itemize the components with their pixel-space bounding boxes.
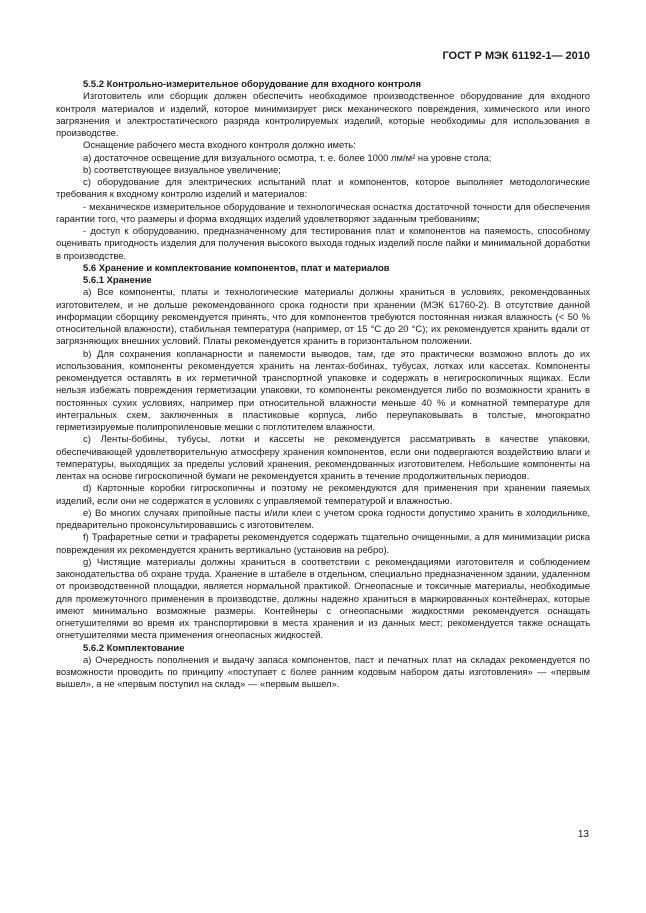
page-number: 13 — [577, 829, 589, 840]
section-heading: 5.6.1 Хранение — [83, 275, 152, 286]
body-paragraph: Изготовитель или сборщик должен обеспечить необходимое производственное оборудование для входного контроля материалов и изделий, которое минимизирует риск механического повреждения, химического или иного загрязнения и электростатического разряда контролируемых изделий, которые необходимы для использования в производстве. — [56, 91, 590, 139]
body-paragraph: b) Для сохранения копланарности и паяемости выводов, там, где это практически возможно вплоть до их использования, компоненты рекомендуется хранить на лентах-бобинах, тубусах, лотках или кассетах. Компоненты рекомендуется оставлять в их герметичной транспортной упаковке и содержать в негигроскопичных ящиках. Если нельзя избежать повреждения герметизации упаковки, то компоненты рекомендуется либо по возможности хранить в постоянных сухих условиях, например при относительной влажности меньше 40 % и комнатной температуре для интегральных схем, заключенных в пластиковые корпуса, либо переупаковывать в толстые, многократно герметизируемые полипропиленовые мешки с поглотителем влажности. — [56, 348, 590, 433]
section-heading: 5.5.2 Контрольно-измерительное оборудование для входного контроля — [83, 79, 421, 90]
document-body — [56, 79, 590, 692]
body-paragraph: b) соответствующее визуальное увеличение; — [83, 164, 281, 176]
body-paragraph: - доступ к оборудованию, предназначенному для тестирования плат и компонентов на паяемость, способному оценивать пригодность изделия для получения высокого выхода годных изделий после пайки и минимальной доработки в производстве. — [56, 226, 590, 262]
body-paragraph: Оснащение рабочего места входного контроля должно иметь: — [83, 140, 356, 152]
body-paragraph: d) Картонные коробки гигроскопичны и поэтому не рекомендуются для применения при хранении паяемых изделий, если они не содержатся в условиях с управляемой температурой и влажностью. — [56, 483, 590, 507]
body-paragraph: g) Чистящие материалы должны храниться в соответствии с рекомендациями изготовителя и соблюдением законодательства об охране труда. Хранение в штабеле в отдельном, специально предназначенном здании, удаленном от производственной площадки, является нормальной практикой. Огнеопасные и токсичные материалы, необходимые для промежуточного применения в производстве, должны надежно храниться в маркированных контейнерах, которые имеют минимально возможные размеры. Контейнеры с огнеопасными жидкостями рекомендуется оснащать огнетушителями во время их транспортировки в места хранения и из данных мест; рекомендуется также оснащать огнетушителями места применения огнеопасных жидкостей. — [56, 556, 590, 642]
body-paragraph: - механическое измерительное оборудование и технологическая оснастка достаточной точности для обеспечения гарантии того, что размеры и форма входящих изделий удовлетворяют заданным требованиям; — [56, 201, 590, 225]
body-paragraph: а) достаточное освещение для визуального осмотра, т. е. более 1000 лм/м² на уровне стола; — [83, 152, 492, 164]
section-heading: 5.6.2 Комплектование — [83, 642, 185, 654]
body-paragraph: c) Ленты-бобины, тубусы, лотки и кассеты не рекомендуется рассматривать в качестве упаковки, обеспечивающей удовлетворительную атмосферу хранения компонентов, если они подвергаются воздействию влаги и температуры, выходящих за пределы условий хранения, рекомендованных изготовителем. Небольшие компоненты на лентах на основе гигроскопичной бумаги не рекомендуется хранить в течение продолжительных периодов. — [56, 434, 590, 482]
body-paragraph: e) Во многих случаях припойные пасты и/или клеи с учетом срока годности допустимо хранить в холодильнике, предварительно проконсультировавшись с изготовителем. — [56, 507, 590, 531]
body-paragraph: c) оборудование для электрических испытаний плат и компонентов, которое выполняет методологические требования к входному контролю изделий и материалов: — [56, 177, 590, 201]
document-header: ГОСТ Р МЭК 61192-1— 2010 — [442, 50, 590, 62]
section-heading: 5.6 Хранение и комплектование компонентов, плат и материалов — [83, 262, 390, 274]
body-paragraph: а) Все компоненты, платы и технологические материалы должны храниться в условиях, рекомендованных изготовителем, и не дольше рекомендованного срока годности при хранении (МЭК 61760-2). В отсутствие данной информации сборщику рекомендуется принять, что для компонентов требуются постоянная низкая влажность (< 50 % относительной влажности), стабильная температура (например, от 15 °С до 20 °С); их рекомендуется хранить вдали от загрязняющих внешних условий. Платы рекомендуется хранить в горизонтальном положении. — [56, 287, 590, 348]
body-paragraph: а) Очередность пополнения и выдачу запаса компонентов, паст и печатных плат на складах рекомендуется по возможности проводить по принципу «поступает с более ранним кодовым набором даты изготовления» — «первым вышел», а не «первым поступил на склад» — «первым вышел». — [56, 654, 590, 691]
body-paragraph: f) Трафаретные сетки и трафареты рекомендуется содержать тщательно очищенными, а для минимизации риска повреждения их рекомендуется хранить вертикально (установив на ребро). — [56, 532, 590, 556]
